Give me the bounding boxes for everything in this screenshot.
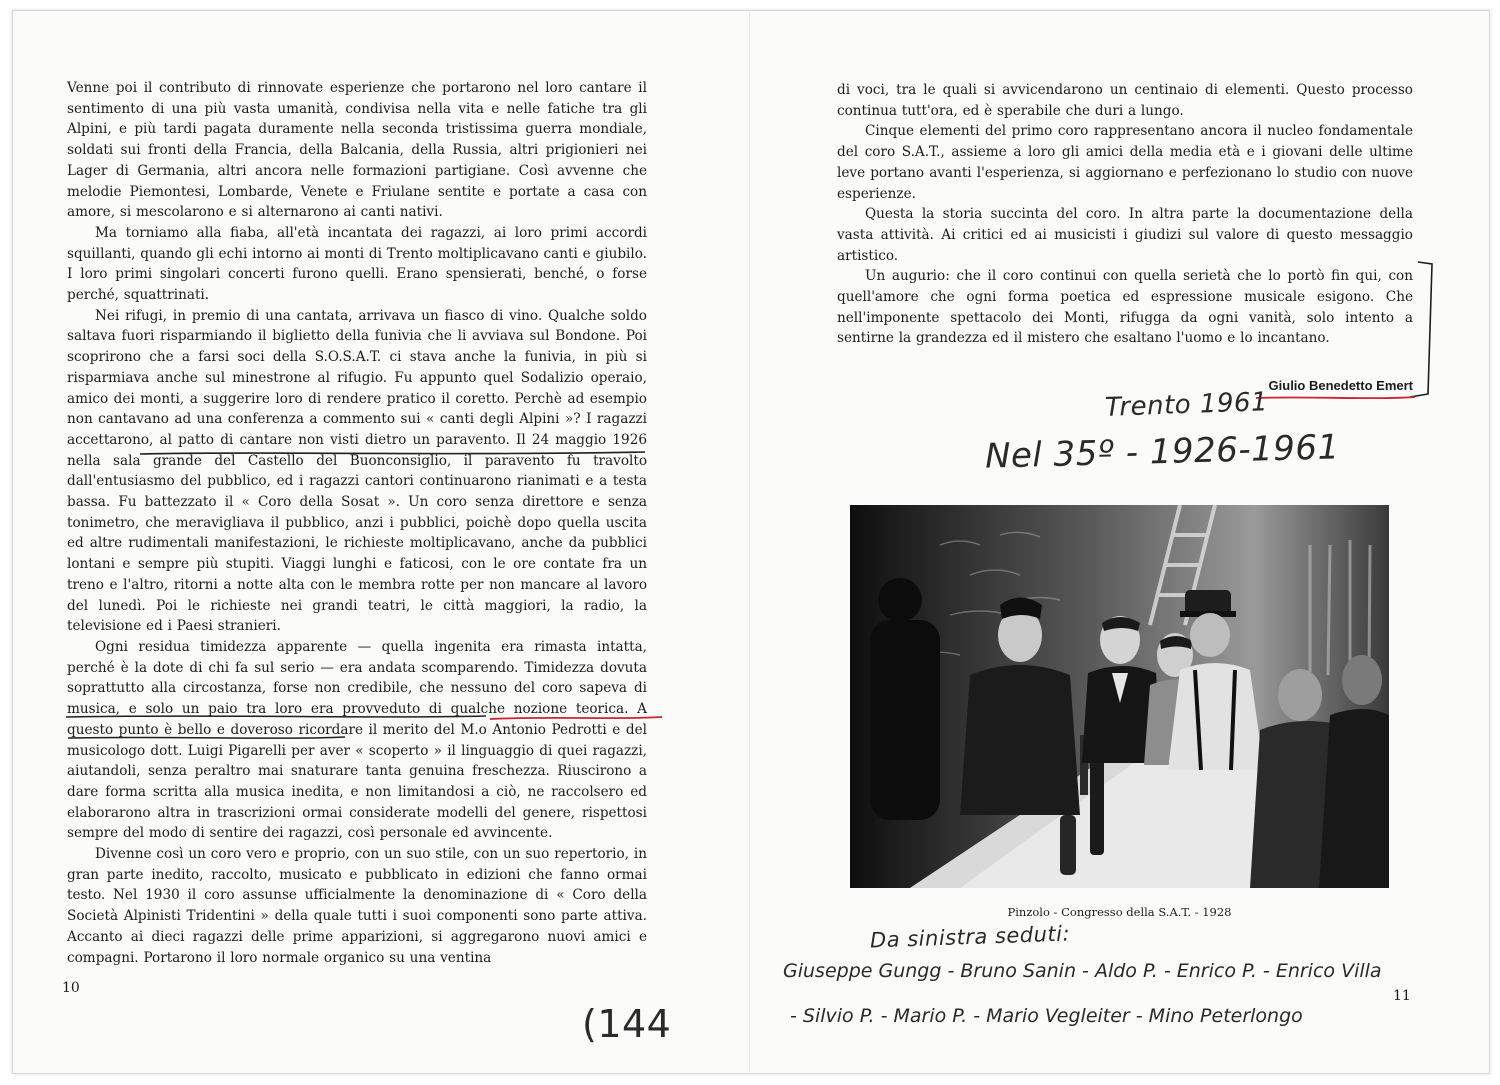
paragraph: Un augurio: che il coro continui con quella serietà che lo portò fin qui, con quell'amore che ogni forma poetica ed espressione musicale esigono. Che nell'imponente spettacolo dei Monti, rifugga da ogni vanità, solo intento a sentirne la grandezza ed il mistero che esaltano l'uomo e lo incantano. xyxy=(837,268,1413,347)
handwritten-place-date: Trento 1961 xyxy=(1104,387,1269,423)
left-page-text xyxy=(67,78,647,968)
paragraph: Divenne così un coro vero e proprio, con un suo stile, con un suo repertorio, in gran parte inedito, raccolto, musicato e pubblicato in edizioni che fanno ormai testo. Nel 1930 il coro assunse ufficialmente la denominazione di « Coro della Società Alpinisti Tridentini » della quale tutti i suoi componenti sono parte attiva. Accanto ai dieci ragazzi delle prime apparizioni, si aggregarono nuovi amici e compagni. Portarono il loro normale organico su una ventina xyxy=(67,846,647,966)
handwritten-names-line1: Giuseppe Gungg - Bruno Sanin - Aldo P. - Enrico P. - Enrico Villa xyxy=(783,960,1382,982)
paragraph: Venne poi il contributo di rinnovate esperienze che portarono nel loro cantare il sentimento di una più vasta umanità, condivisa nella vita e nelle fatiche tra gli Alpini, e più tardi pagata duramente nella seconda tristissima guerra mondiale, soldati sui fronti della Francia, della Balcania, della Russia, altri prigionieri nei Lager di Germania, altri ancora nelle formazioni partigiane. Così avvenne che melodie Piemontesi, Lombarde, Venete e Friulane sentite e portate a casa con amore, si mescolarono e si alternarono ai canti nativi. xyxy=(67,80,647,221)
paragraph: Ogni residua timidezza apparente — quella ingenita era rimasta intatta, perché è la dote di chi fa sul serio — era andata scomparendo. Timidezza dovuta soprattutto alla circostanza, forse non credibile, che nessuno del coro sapeva di musica, e solo un paio tra loro era provveduto di qualche nozione teorica. A questo punto è bello e doveroso ricordare il merito del M.o Antonio Pedrotti e del musicologo dott. Luigi Pigarelli per aver « scoperto » il linguaggio di quei ragazzi, aiutandoli, senza peraltro mai snaturare tanta genuina freschezza. Riuscirono a dare forma scritta alla musica inedita, e non limitandosi a ciò, ne raccolsero ed elaborarono altra in trascrizioni ormai considerate modelli del genere, rispettosi sempre del modo di sentire dei ragazzi, così personale ed avvincente. xyxy=(67,638,647,842)
handwritten-names-line2: - Silvio P. - Mario P. - Mario Vegleiter - Mino Peterlongo xyxy=(790,1005,1303,1027)
photo-caption: Pinzolo - Congresso della S.A.T. - 1928 xyxy=(1007,905,1232,919)
paragraph: Cinque elementi del primo coro rappresentano ancora il nucleo fondamentale del coro S.A.T., assieme a loro gli amici della media età e i giovani delle ultime leve portano avanti l'esperienza, si aggiornano e perfezionano lo studio con nuove esperienze. xyxy=(837,123,1413,202)
group-photo xyxy=(850,505,1389,888)
page-fold xyxy=(749,10,750,1072)
paragraph: Questa la storia succinta del coro. In altra parte la documentazione della vasta attività. Ai critici ed ai musicisti i giudizi sul valore di questo messaggio artistico. xyxy=(837,206,1413,264)
paragraph: di voci, tra le quali si avvicendarono un centinaio di elementi. Questo processo continua tutt'ora, ed è sperabile che duri a lungo. xyxy=(837,82,1413,119)
right-page-text xyxy=(837,80,1413,349)
author-signature: Giulio Benedetto Emert xyxy=(1268,378,1413,393)
page-number-left: 10 xyxy=(62,980,80,996)
handwritten-names-heading: Da sinistra seduti: xyxy=(869,921,1071,953)
page-number-right: 11 xyxy=(1393,988,1411,1004)
handwritten-archive-number: (144 xyxy=(582,1002,672,1046)
paragraph: Ma torniamo alla fiaba, all'età incantata dei ragazzi, ai loro primi accordi squillanti, quando gli echi intorno ai monti di Trento moltiplicavano canti e giubilo. I loro primi singolari concerti furono quelli. Erano spensierati, benché, o forse perché, squattrinati. xyxy=(67,224,647,304)
paragraph: Nei rifugi, in premio di una cantata, arrivava un fiasco di vino. Qualche soldo saltava fuori risparmiando il biglietto della funivia che li avviava sul Bondone. Poi scoprirono che a farsi soci della S.O.S.A.T. ci stava anche la funivia, in più si risparmiava anche sul minestrone al rifugio. Fu appunto quel Sodalizio operaio, amico dei monti, a suggerire loro di rendere pratico il coretto. Perchè ad esempio non cantavano ad una conferenza a commento sui « canti degli Alpini »? I ragazzi accettarono, al patto di cantare non visti dietro un paravento. Il 24 maggio 1926 nella sala grande del Castello del Buonconsiglio, il paravento fu travolto dall'entusiasmo del pubblico, ed i ragazzi cantori continuarono rianimati e a testa bassa. Fu battezzato il « Coro della Sosat ». Un coro senza direttore e senza tonimetro, che meravigliava il pubblico, anzi i pubblici, poichè dopo quella uscita ed altre rudimentali manifestazioni, le richieste moltiplicavano, anche da pubblici lontani e sempre più stupiti. Viaggi lunghi e faticosi, con le ore contate fra un treno e l'altro, ritorni a notte alta con le membra rotte per non mancare al lavoro del lunedì. Poi le richieste nei grandi teatri, le città maggiori, la radio, la televisione ed i Paesi stranieri. xyxy=(67,307,647,635)
photo-illustration xyxy=(850,505,1389,888)
handwritten-anniversary: Nel 35º - 1926-1961 xyxy=(984,427,1341,477)
